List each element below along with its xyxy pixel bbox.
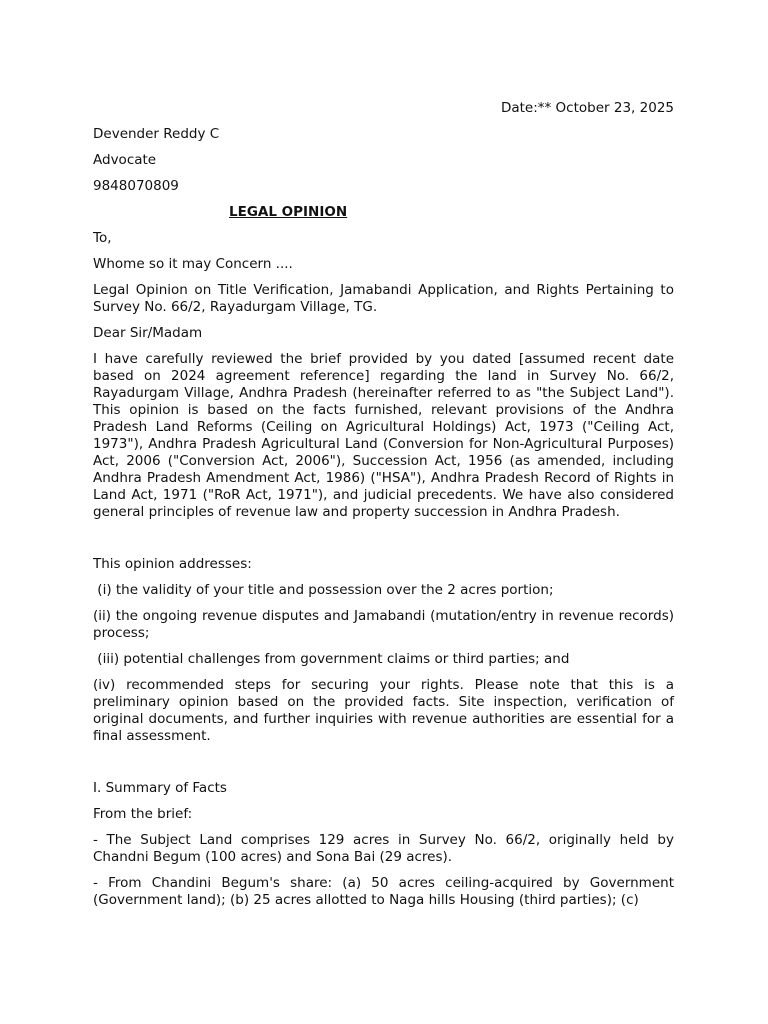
fact-item: - The Subject Land comprises 129 acres in Survey No. 66/2, originally held by Chandni Begum (100 acres) and Sona Bai (29 acres). xyxy=(93,832,674,865)
point-ii: (ii) the ongoing revenue disputes and Jamabandi (mutation/entry in revenue records) process; xyxy=(93,608,674,641)
document-title: LEGAL OPINION xyxy=(229,204,348,220)
section-heading: I. Summary of Facts xyxy=(93,780,227,796)
addressee: Whome so it may Concern .... xyxy=(93,256,293,272)
spacer xyxy=(93,754,674,780)
sender-role: Advocate xyxy=(93,152,157,168)
point-iii: (iii) potential challenges from government claims or third parties; and xyxy=(93,651,570,667)
to-line: To, xyxy=(93,230,112,246)
date-line: Date:** October 23, 2025 xyxy=(500,100,674,116)
spacer xyxy=(93,530,674,556)
point-i: (i) the validity of your title and possession over the 2 acres portion; xyxy=(93,582,554,598)
from-brief-label: From the brief: xyxy=(93,806,193,822)
salutation: Dear Sir/Madam xyxy=(93,325,203,341)
intro-paragraph: I have carefully reviewed the brief provided by you dated [assumed recent date based on 2024 agreement reference] regarding the land in Survey No. 66/2, Rayadurgam Village, Andhra Pradesh (hereinafter referred to as "the Subject Land"). This opinion is based on the facts furnished, relevant provisions of the Andhra Pradesh Land Reforms (Ceiling on Agricultural Holdings) Act, 1973 ("Ceiling Act, 1973"), Andhra Pradesh Agricultural Land (Conversion for Non-Agricultural Purposes) Act, 2006 ("Conversion Act, 2006"), Succession Act, 1956 (as amended, including Andhra Pradesh Amendment Act, 1986) ("HSA"), Andhra Pradesh Record of Rights in Land Act, 1971 ("RoR Act, 1971"), and judicial precedents. We have also considered general principles of revenue law and property succession in Andhra Pradesh. xyxy=(93,351,674,520)
sender-name: Devender Reddy C xyxy=(93,126,220,142)
addresses-intro: This opinion addresses: xyxy=(93,556,252,572)
point-iv: (iv) recommended steps for securing your rights. Please note that this is a preliminary opinion based on the provided facts. Site inspection, verification of original documents, and further inquiries with revenue authorities are essential for a final assessment. xyxy=(93,677,674,744)
fact-item: - From Chandini Begum's share: (a) 50 acres ceiling-acquired by Government (Government land); (b) 25 acres allotted to Naga hills Housing (third parties); (c) xyxy=(93,875,674,908)
document-page xyxy=(93,100,674,918)
subject-line: Legal Opinion on Title Verification, Jamabandi Application, and Rights Pertaining to Survey No. 66/2, Rayadurgam Village, TG. xyxy=(93,282,674,315)
sender-phone: 9848070809 xyxy=(93,178,179,194)
